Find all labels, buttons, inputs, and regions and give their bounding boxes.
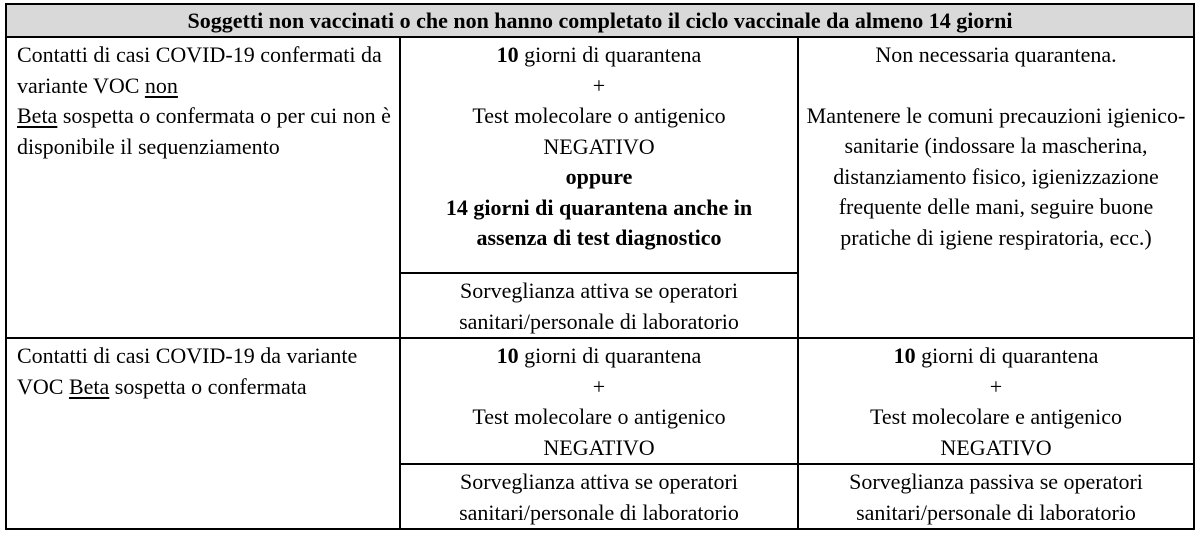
table-row (6, 338, 1194, 529)
table-header: Soggetti non vaccinati o che non hanno completato il ciclo vaccinale da almeno 14 giorni (6, 4, 1194, 37)
days-number: 10 (496, 42, 519, 67)
contact-text: Contatti di casi COVID-19 confermati da variante VOC (17, 42, 382, 98)
test-text: Test molecolare o antigenico (472, 404, 726, 429)
surveillance-text: sanitari/personale di laboratorio (856, 499, 1136, 525)
days-number: 10 (496, 343, 519, 368)
measures-cell (400, 37, 798, 338)
plus-sign: + (592, 72, 606, 98)
days-text: giorni di quarantena (915, 343, 1099, 368)
plus-sign: + (592, 373, 606, 399)
plus-sign: + (989, 373, 1003, 399)
underlined-text: Beta (68, 373, 110, 399)
surveillance-text: Sorveglianza passiva se operatori (849, 469, 1143, 494)
measures-cell (400, 338, 798, 529)
alternative-text: assenza di test diagnostico (476, 225, 722, 250)
precautions-text: Mantenere le comuni precauzioni igienico-sanitarie (indossare la mascherina, distanziamento fisico, igienizzazione frequente delle mani, seguire buone pratiche di igiene respiratoria, ecc.) (806, 102, 1186, 250)
contact-type-cell (6, 37, 400, 338)
test-text: Test molecolare e antigenico (870, 404, 1122, 429)
contact-type-cell (6, 338, 400, 529)
days-text: giorni di quarantena (518, 42, 702, 67)
negative-text: NEGATIVO (543, 133, 655, 159)
surveillance-text: Sorveglianza attiva se operatori (460, 278, 738, 303)
oppure-text: oppure (565, 164, 633, 189)
negative-text: NEGATIVO (940, 434, 1052, 460)
surveillance-text: sanitari/personale di laboratorio (459, 499, 739, 525)
surveillance-text: Sorveglianza attiva se operatori (460, 469, 738, 494)
measures-vaccinated-cell (798, 37, 1194, 338)
test-text: Test molecolare o antigenico (472, 103, 726, 128)
contact-text: sospetta o confermata o per cui non è disponibile il sequenziamento (17, 103, 391, 159)
days-text: giorni di quarantena (518, 343, 702, 368)
no-quarantine-text: Non necessaria quarantena. (875, 42, 1117, 67)
contact-text: Contatti di casi COVID-19 da variante VOC (17, 343, 358, 399)
days-number: 10 (893, 343, 916, 368)
quarantine-table (5, 3, 1193, 530)
table-row (6, 37, 1194, 338)
underlined-text: non (144, 72, 178, 98)
alternative-text: 14 giorni di quarantena anche in (445, 194, 753, 220)
negative-text: NEGATIVO (543, 434, 655, 460)
measures-vaccinated-cell (798, 338, 1194, 529)
underlined-text: Beta (17, 103, 58, 128)
contact-text: sospetta o confermata (109, 373, 307, 399)
surveillance-text: sanitari/personale di laboratorio (459, 308, 739, 334)
